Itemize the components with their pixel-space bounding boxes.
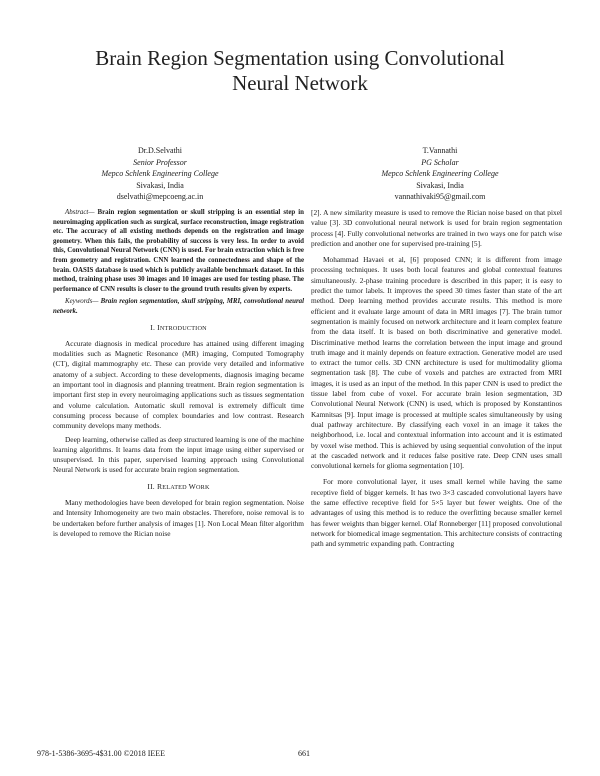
author-email: vannathivaki95@gmail.com xyxy=(394,192,486,201)
keywords xyxy=(53,297,304,316)
author-org: Mepco Schlenk Engineering College xyxy=(381,169,499,178)
title-line-2: Neural Network xyxy=(232,71,368,95)
paragraph: Many methodologies have been developed for brain region segmentation. Noise and Intensity Inhomogeneity are two main obstacles. Therefore, noise removal is to be undertaken before further analysis of images [1]. Non Local Mean filter algorithm is developed to remove the Rician noise xyxy=(53,497,304,538)
paper-title xyxy=(40,46,560,96)
footer-isbn: 978-1-5386-3695-4$31.00 ©2018 IEEE xyxy=(37,749,166,758)
keywords-text: Brain region segmentation, skull stripping, MRI, convolutional neural network. xyxy=(53,298,304,315)
paragraph: For more convolutional layer, it uses small kernel while having the same receptive field of bigger kernels. It has two 3×3 cascaded convolutional layers have the same effective receptive field for 5×5 layer but fewer weights. One of the advantages of using this method is to reduce the overfitting because smaller kernel has fewer weights than bigger kernel. Olaf Ronneberger [11] proposed convolutional network for biomedical image segmentation. This architecture consists of contracting path and symmetric expanding path. Contracting xyxy=(311,477,562,549)
author-name: T.Vannathi xyxy=(422,146,458,155)
abstract-lead: Abstract— xyxy=(65,209,95,216)
keywords-lead: Keywords— xyxy=(65,298,101,306)
paragraph: Mohammad Havaei et al, [6] proposed CNN; it is different from image processing techniques. It uses both local features and global contextual features simultaneously. 2-phase training procedure is described in this paper; it is easy to predict the tumor labels. It improves the speed 30 times faster than state of the art method. Deep learning method provides accurate results. This method is more efficient and it evaluate large amount of data in MRI images [7]. The brain tumor segmentation is mainly focused on network architecture and it learn complex feature from the data itself. It is based on both discriminative and generative model. Discriminative method learns the correlation between the input image and ground truth image and it mainly depends on feature extraction. Generative model are used to extract the tumor cells. 3D CNN architecture is used for multimodality glioma segmentation task [8]. The cube of voxels and patches are extracted from MRI images, it is used as an input of the method. In this paper CNN is used to predict the tissue label from cube of voxel. For accurate brain lesion segmentation, 3D Convolutional Neural Network (CNN) is used, which is proposed by Konstantinos Kamnitsas [9]. Input image is processed at multiple scales simultaneously by using dual pathway architecture. By classifying each voxel in an image it takes the neighborhood, i.e. local and contextual information into account and it is estimated by voxel wise method. This is achieved by using sequential convolution of the input at the cascaded network and it reduces false positive rate. Deep CNN uses small convolutional kernels for glioma segmentation [10]. xyxy=(311,255,562,471)
author-role: Senior Professor xyxy=(133,157,187,167)
author-city: Sivakasi, India xyxy=(416,180,464,190)
section-heading-related-work: II. RELATED WORK xyxy=(147,481,210,491)
section-heading-introduction: I. INTRODUCTION xyxy=(150,322,207,332)
title-line-1: Brain Region Segmentation using Convolutional xyxy=(95,46,505,70)
author-block-1 xyxy=(55,145,265,203)
right-column xyxy=(311,208,562,553)
author-block-2 xyxy=(335,145,545,203)
paragraph: [2]. A new similarity measure is used to remove the Rician noise based on that pixel value [3]. 3D convolutional neural network is used for brain region segmentation process [4]. Fully convolutional networks are trained in two ways one for patch wise prediction and another one for supervised pre-training [5]. xyxy=(311,208,562,248)
author-role: PG Scholar xyxy=(421,157,459,167)
abstract xyxy=(53,208,304,294)
page-number: 661 xyxy=(298,749,310,758)
author-email: dselvathi@mepcoeng.ac.in xyxy=(116,192,204,201)
author-org: Mepco Schlenk Engineering College xyxy=(101,169,219,178)
abstract-text: Brain region segmentation or skull stripping is an essential step in neuroimaging application such as surgical, surface reconstruction, image registration etc. The accuracy of all existing methods depends on the registration and image geometry. When this fails, the probability of success is very less. In order to avoid this, Convolutional Neural Network (CNN) is used. For brain extraction which is free from geometry and registration. CNN learned the connectedness and shape of the brain. OASIS database is used which is publicly available benchmark dataset. In this method, training phase uses 30 images and 10 images are used for testing phase. The performance of CNN results is closer to the ground truth results given by experts. xyxy=(53,209,304,293)
author-city: Sivakasi, India xyxy=(136,180,184,190)
paragraph: Deep learning, otherwise called as deep structured learning is one of the machine learning algorithms. It learns data from the input image using either supervised or unsupervised. In this paper, supervised learning approach using Convolutional Neural Network is used for accurate brain region segmentation. xyxy=(53,434,304,475)
left-column xyxy=(53,208,304,542)
paragraph: Accurate diagnosis in medical procedure has attained using different imaging modalities such as Magnetic Resonance (MR) imaging, Computed Tomography (CT), digital mammography etc. These can provide very detailed and informative anatomy of a subject. According to these developments, diagnosis imaging became an important tool in diagnosis and planning treatment. Brain region segmentation is important first step in every neuroimaging applications such as tissues segmentation and volume calculation. Automatic skull removal is extremely difficult time consuming process because of complex boundaries and low contrast. Research community develops many methods. xyxy=(53,338,304,431)
author-name: Dr.D.Selvathi xyxy=(138,146,182,155)
